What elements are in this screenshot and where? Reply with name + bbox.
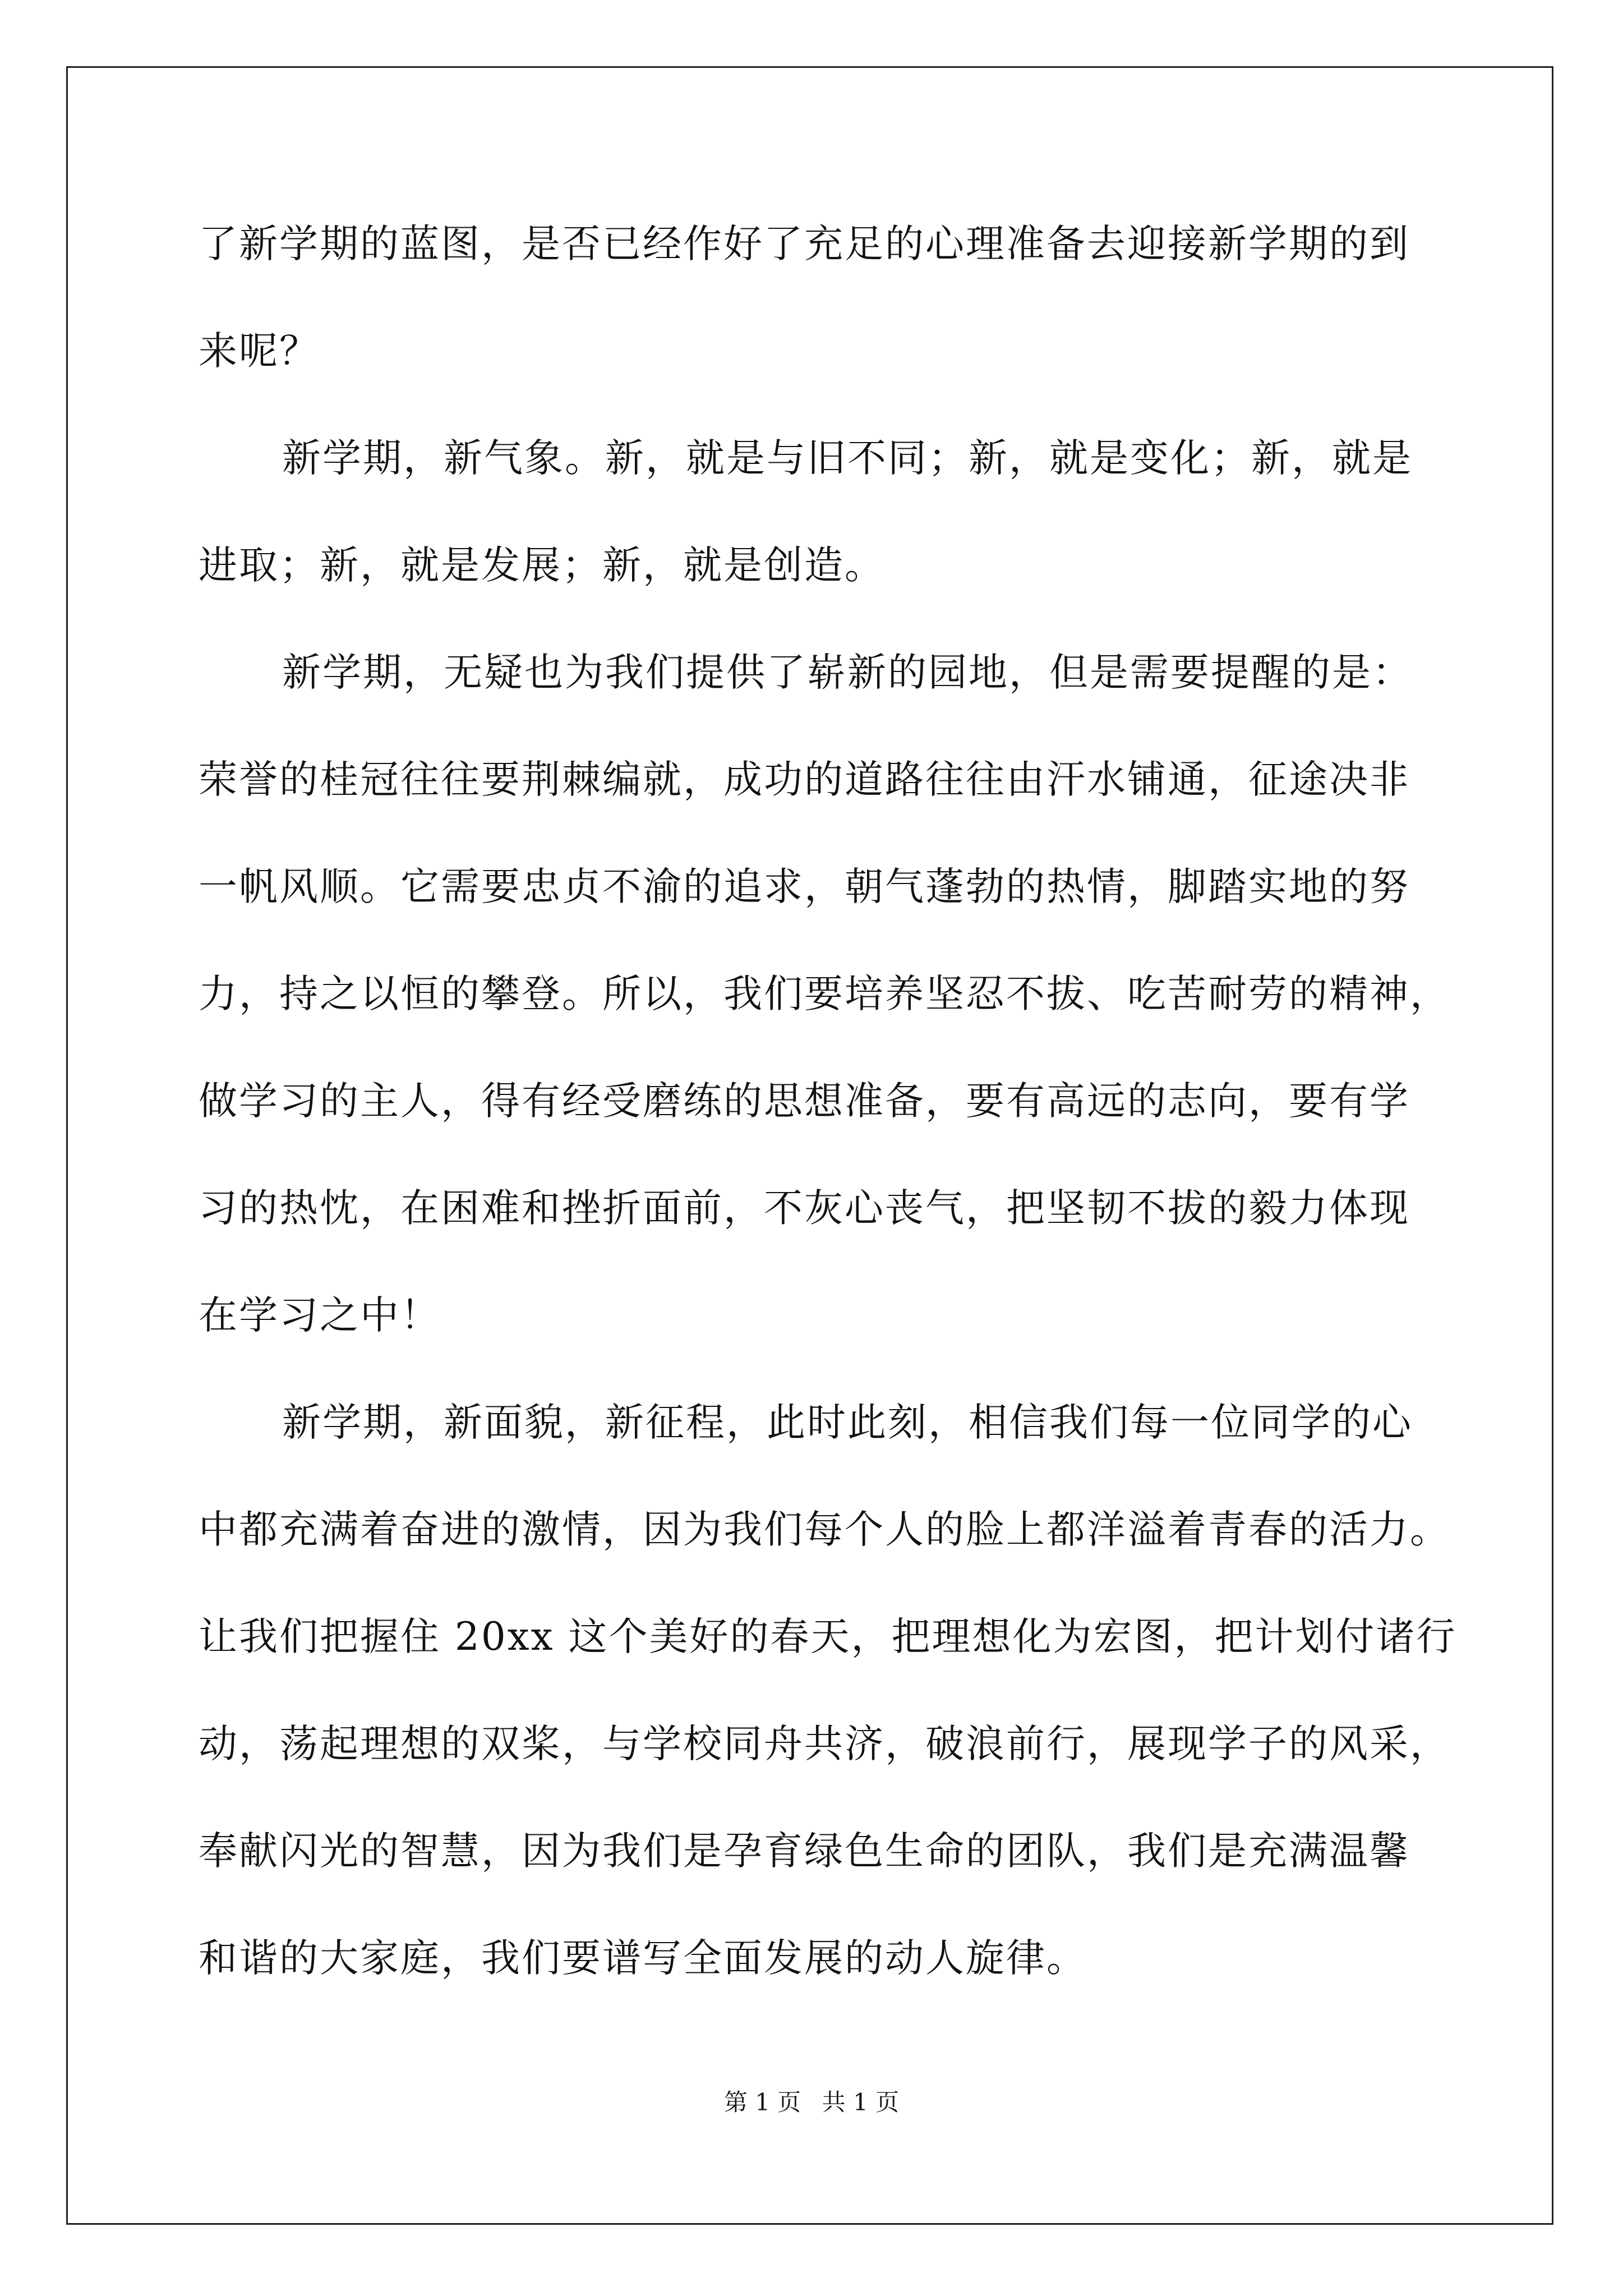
- page-footer: [0, 2086, 1623, 2119]
- text-line: 来呢？: [199, 329, 320, 374]
- text-line: 进取；新，就是发展；新，就是创造。: [199, 543, 885, 588]
- paragraph-first-line: 新学期，无疑也为我们提供了崭新的园地，但是需要提醒的是：: [282, 650, 1413, 695]
- text-line: 习的热忱，在困难和挫折面前，不灰心丧气，把坚韧不拔的毅力体现: [199, 1186, 1410, 1231]
- text-line: 动，荡起理想的双桨，与学校同舟共济，破浪前行，展现学子的风采，: [199, 1722, 1450, 1766]
- page-total: 共 1 页: [822, 2088, 900, 2116]
- text-line: 在学习之中！: [199, 1293, 441, 1338]
- text-line: 力，持之以恒的攀登。所以，我们要培养坚忍不拔、吃苦耐劳的精神，: [199, 972, 1450, 1016]
- text-line: 一帆风顺。它需要忠贞不渝的追求，朝气蓬勃的热情，脚踏实地的努: [199, 864, 1410, 909]
- text-line: 了新学期的蓝图，是否已经作好了充足的心理准备去迎接新学期的到: [199, 222, 1410, 266]
- paragraph-first-line: 新学期，新气象。新，就是与旧不同；新，就是变化；新，就是: [282, 436, 1413, 481]
- text-line: 中都充满着奋进的激情，因为我们每个人的脸上都洋溢着青春的活力。: [199, 1507, 1450, 1552]
- page-number: 第 1 页: [723, 2088, 801, 2116]
- text-line: 做学习的主人，得有经受磨练的思想准备，要有高远的志向，要有学: [199, 1079, 1410, 1124]
- text-line: 和谐的大家庭，我们要谱写全面发展的动人旋律。: [199, 1936, 1087, 1981]
- document-body: [199, 191, 1465, 2012]
- text-line: 让我们把握住 20xx 这个美好的春天，把理想化为宏图，把计划付诸行: [199, 1614, 1457, 1659]
- paragraph-first-line: 新学期，新面貌，新征程，此时此刻，相信我们每一位同学的心: [282, 1400, 1413, 1445]
- text-line: 奉献闪光的智慧，因为我们是孕育绿色生命的团队，我们是充满温馨: [199, 1829, 1410, 1874]
- text-line: 荣誉的桂冠往往要荆棘编就，成功的道路往往由汗水铺通，征途决非: [199, 757, 1410, 802]
